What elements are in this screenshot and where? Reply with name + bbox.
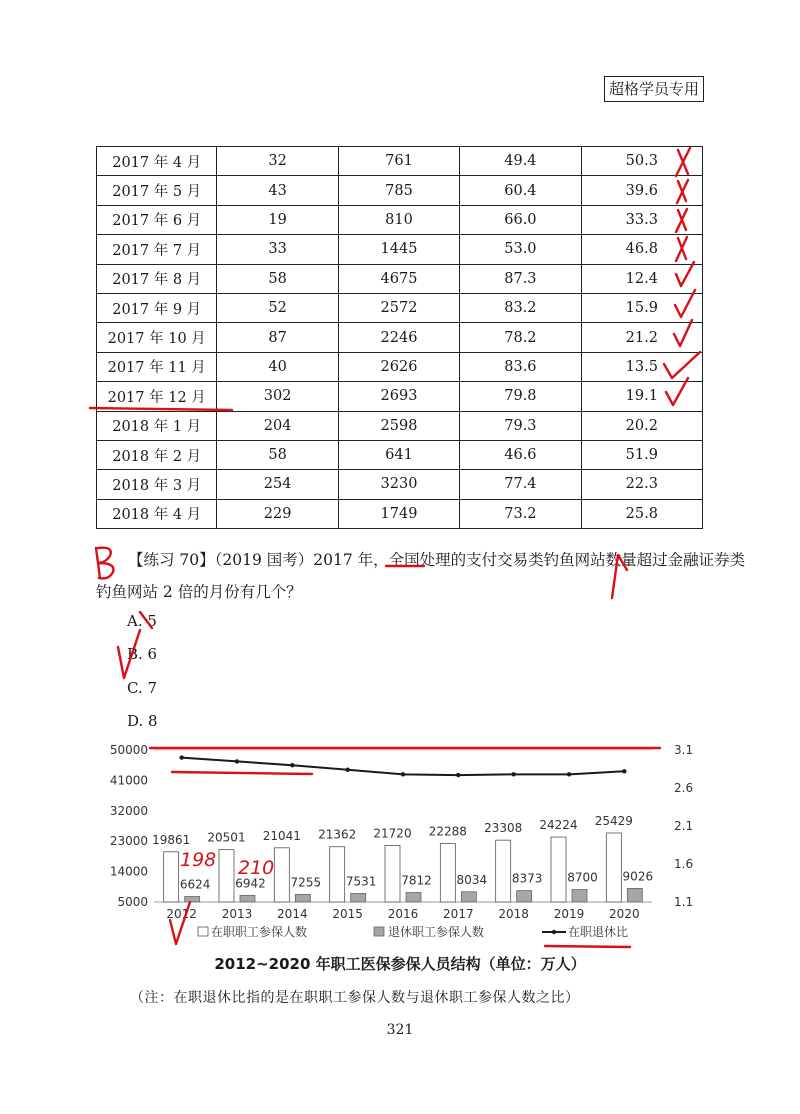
table-cell-month: 2017 年 12 月	[97, 382, 217, 411]
bar-in-service	[385, 846, 400, 902]
table-row	[97, 352, 703, 381]
table-row	[97, 293, 703, 322]
x-axis-tick-label: 2018	[498, 907, 529, 921]
legend-swatch-ratio-point	[552, 930, 556, 934]
table-cell: 19	[217, 205, 338, 234]
table-row	[97, 147, 703, 176]
bar-in-service-value: 21362	[318, 827, 357, 842]
table-cell: 52	[217, 293, 338, 322]
table-cell: 46.8	[581, 235, 702, 264]
left-axis-tick-label: 23000	[109, 834, 148, 849]
bar-in-service	[330, 847, 345, 902]
option-c: C. 7	[127, 679, 158, 697]
table-cell: 83.2	[460, 293, 581, 322]
table-cell: 2572	[338, 293, 459, 322]
table-cell: 43	[217, 176, 338, 205]
table-cell: 12.4	[581, 264, 702, 293]
left-axis-tick-label: 41000	[109, 773, 148, 788]
table-cell-month: 2017 年 7 月	[97, 235, 217, 264]
ratio-point	[622, 769, 626, 773]
table-cell: 2626	[338, 352, 459, 381]
chart-note: （注：在职退休比指的是在职职工参保人数与退休职工参保人数之比）	[130, 990, 580, 1006]
table-cell: 51.9	[581, 440, 702, 469]
table-cell: 19.1	[581, 382, 702, 411]
legend-swatch-retired	[374, 927, 384, 936]
table-cell: 761	[338, 147, 459, 176]
handwritten-note-210: 210	[238, 857, 275, 879]
bar-retired-value: 8373	[511, 871, 543, 886]
bar-in-service	[164, 852, 179, 902]
table-cell-month: 2017 年 8 月	[97, 264, 217, 293]
table-cell: 79.8	[460, 382, 581, 411]
bar-in-service-value: 22288	[428, 824, 467, 839]
insurance-structure-chart	[96, 738, 696, 950]
table-cell: 87.3	[460, 264, 581, 293]
table-row	[97, 205, 703, 234]
table-cell: 2246	[338, 323, 459, 352]
legend-label-retired: 退休职工参保人数	[388, 925, 485, 939]
table-cell: 785	[338, 176, 459, 205]
table-row	[97, 470, 703, 499]
table-cell-month: 2018 年 3 月	[97, 470, 217, 499]
legend-swatch-in-service	[198, 927, 208, 936]
left-axis-tick-label: 50000	[109, 743, 148, 757]
table-cell: 4675	[338, 264, 459, 293]
right-axis-tick-label: 2.1	[674, 819, 694, 833]
table-cell: 73.2	[460, 499, 581, 528]
table-cell: 40	[217, 352, 338, 381]
table-row	[97, 499, 703, 528]
handwritten-note-198: 198	[180, 849, 217, 871]
table-cell-month: 2018 年 2 月	[97, 440, 217, 469]
table-cell: 53.0	[460, 235, 581, 264]
table-row	[97, 411, 703, 440]
table-cell: 78.2	[460, 323, 581, 352]
phishing-data-table	[96, 146, 703, 529]
bar-retired	[627, 888, 642, 902]
ratio-point	[456, 773, 460, 777]
right-axis-tick-label: 3.1	[674, 743, 694, 757]
legend-label-ratio: 在职退休比	[568, 925, 629, 939]
bar-retired	[572, 890, 587, 902]
bar-in-service-value: 21041	[262, 828, 301, 843]
bar-in-service	[496, 840, 511, 902]
legend-label-in-service: 在职职工参保人数	[211, 925, 308, 939]
bar-in-service	[440, 844, 455, 902]
table-cell: 87	[217, 323, 338, 352]
x-axis-tick-label: 2015	[332, 907, 363, 921]
bar-retired-value: 7255	[290, 875, 322, 890]
x-axis-tick-label: 2012	[166, 907, 197, 921]
table-cell: 33	[217, 235, 338, 264]
table-cell: 302	[217, 382, 338, 411]
bar-in-service-value: 24224	[539, 818, 578, 833]
page-number: 321	[386, 1022, 414, 1038]
table-cell-month: 2017 年 9 月	[97, 293, 217, 322]
x-axis-tick-label: 2020	[609, 907, 640, 921]
table-cell: 20.2	[581, 411, 702, 440]
table-cell: 2693	[338, 382, 459, 411]
table-cell: 21.2	[581, 323, 702, 352]
x-axis-tick-label: 2013	[221, 907, 253, 921]
bar-retired-value: 7812	[401, 873, 432, 888]
table-cell: 79.3	[460, 411, 581, 440]
left-axis-tick-label: 14000	[109, 864, 148, 879]
bar-in-service	[274, 848, 289, 902]
ratio-point	[179, 755, 183, 759]
table-cell-month: 2017 年 6 月	[97, 205, 217, 234]
table-cell-month: 2018 年 1 月	[97, 411, 217, 440]
bar-in-service	[219, 850, 234, 902]
table-cell-month: 2018 年 4 月	[97, 499, 217, 528]
table-cell: 204	[217, 411, 338, 440]
ratio-point	[290, 763, 294, 767]
ratio-point	[511, 772, 515, 776]
table-cell: 33.3	[581, 205, 702, 234]
table-cell: 229	[217, 499, 338, 528]
bar-in-service-value: 25429	[594, 813, 633, 828]
bar-retired-value: 6942	[235, 876, 266, 891]
table-cell: 50.3	[581, 147, 702, 176]
bar-retired	[351, 893, 366, 902]
table-cell: 49.4	[460, 147, 581, 176]
ratio-point	[235, 759, 239, 763]
answer-letter-icon	[96, 548, 113, 579]
left-axis-tick-label: 5000	[117, 895, 148, 909]
table-row	[97, 264, 703, 293]
bar-retired	[517, 891, 532, 902]
table-cell: 1445	[338, 235, 459, 264]
table-cell: 2598	[338, 411, 459, 440]
table-cell: 39.6	[581, 176, 702, 205]
table-cell: 32	[217, 147, 338, 176]
ratio-point	[567, 772, 571, 776]
table-cell: 58	[217, 440, 338, 469]
bar-in-service	[551, 837, 566, 902]
question-line-1: 【练习 70】（2019 国考）2017 年，全国处理的支付交易类钓鱼网站数量超过金融证券类	[128, 551, 746, 569]
option-a: A. 5	[127, 612, 157, 630]
table-cell-month: 2017 年 4 月	[97, 147, 217, 176]
table-cell: 254	[217, 470, 338, 499]
bar-retired	[240, 895, 255, 902]
table-row	[97, 440, 703, 469]
right-axis-tick-label: 1.6	[674, 857, 694, 871]
table-cell: 83.6	[460, 352, 581, 381]
table-row	[97, 176, 703, 205]
table-cell: 3230	[338, 470, 459, 499]
table-row	[97, 382, 703, 411]
table-cell: 60.4	[460, 176, 581, 205]
bar-in-service-value: 21720	[373, 826, 412, 841]
bar-retired	[461, 892, 476, 902]
right-axis-tick-label: 2.6	[674, 781, 694, 795]
table-cell-month: 2017 年 10 月	[97, 323, 217, 352]
option-d: D. 8	[127, 712, 158, 730]
bar-in-service-value: 19861	[152, 832, 191, 847]
table-cell-month: 2017 年 11 月	[97, 352, 217, 381]
chart-title: 2012~2020 年职工医保参保人员结构（单位：万人）	[214, 955, 586, 973]
bar-retired-value: 8034	[456, 872, 488, 887]
table-row	[97, 323, 703, 352]
x-axis-tick-label: 2017	[443, 907, 474, 921]
bar-in-service-value: 20501	[207, 830, 246, 845]
table-cell: 25.8	[581, 499, 702, 528]
table-cell-month: 2017 年 5 月	[97, 176, 217, 205]
left-axis-tick-label: 32000	[109, 803, 148, 818]
table-cell: 1749	[338, 499, 459, 528]
bar-retired-value: 7531	[345, 874, 377, 889]
bar-retired	[295, 894, 310, 902]
bar-retired	[185, 897, 200, 902]
table-cell: 15.9	[581, 293, 702, 322]
table-cell: 641	[338, 440, 459, 469]
exclusive-badge: 超格学员专用	[604, 76, 704, 102]
table-cell: 46.6	[460, 440, 581, 469]
bar-retired-value: 6624	[179, 877, 211, 892]
ratio-point	[401, 772, 405, 776]
table-cell: 66.0	[460, 205, 581, 234]
bar-retired-value: 8700	[567, 870, 598, 885]
option-b: B. 6	[127, 645, 158, 663]
bar-in-service	[606, 833, 621, 902]
table-cell: 13.5	[581, 352, 702, 381]
right-axis-tick-label: 1.1	[674, 895, 694, 909]
table-cell: 58	[217, 264, 338, 293]
bar-retired-value: 9026	[622, 869, 654, 884]
table-cell: 810	[338, 205, 459, 234]
table-cell: 22.3	[581, 470, 702, 499]
table-row	[97, 235, 703, 264]
x-axis-tick-label: 2014	[277, 907, 308, 921]
table-cell: 77.4	[460, 470, 581, 499]
bar-in-service-value: 23308	[484, 821, 523, 836]
ratio-point	[345, 768, 349, 772]
question-line-2: 钓鱼网站 2 倍的月份有几个？	[96, 583, 302, 601]
x-axis-tick-label: 2016	[387, 907, 419, 921]
x-axis-tick-label: 2019	[553, 907, 585, 921]
bar-retired	[406, 893, 421, 902]
